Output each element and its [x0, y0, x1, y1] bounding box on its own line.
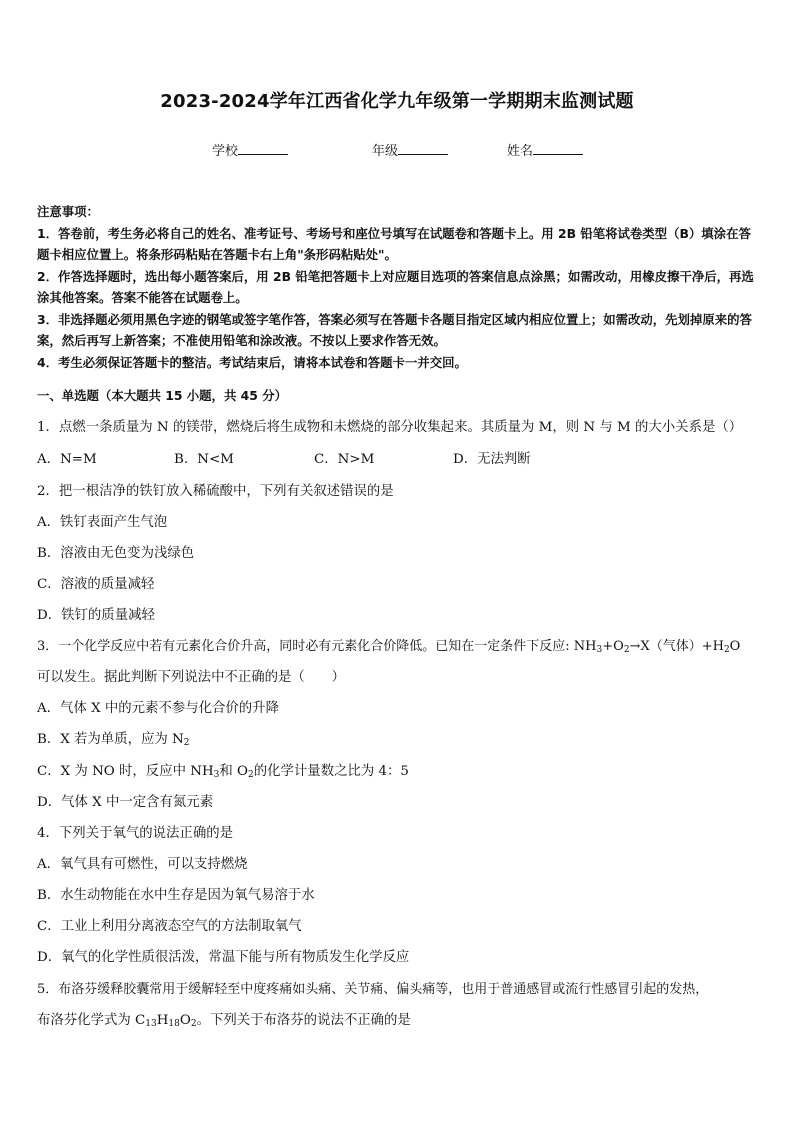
page-title: 2023-2024学年江西省化学九年级第一学期期末监测试题 [160, 91, 634, 112]
q5-sub-c: 13 [145, 1019, 157, 1029]
school-blank [238, 142, 288, 155]
name-field [507, 140, 583, 159]
notes-heading: 注意事项： [37, 204, 99, 219]
q4-option-b: B．水生动物能在水中生存是因为氧气易溶于水 [37, 888, 315, 903]
grade-blank [398, 142, 448, 155]
q1-option-d: D．无法判断 [453, 452, 531, 467]
q3-option-d: D．气体 X 中一定含有氮元素 [37, 795, 214, 810]
q1-option-b: B．N<M [174, 452, 234, 467]
school-field [212, 140, 288, 159]
question-5-stem-line2 [37, 1009, 411, 1029]
q3-option-b [37, 728, 189, 748]
q1-option-a: A．N=M [37, 452, 97, 467]
q2-option-a: A．铁钉表面产生气泡 [37, 515, 168, 530]
question-5-stem: 5．布洛芬缓释胶囊常用于缓解轻至中度疼痛如头痛、关节痛、偏头痛等，也用于普通感冒或流行性感冒引起的发热， [37, 982, 709, 997]
q5-line2-pre: 布洛芬化学式为 C [37, 1013, 146, 1028]
note-item: 4．考生必须保证答题卡的整洁。考试结束后，请将本试卷和答题卡一并交回。 [37, 354, 467, 370]
q3-option-a: A．气体 X 中的元素不参与化合价的升降 [37, 701, 279, 716]
q5-line2-post: 。下列关于布洛芬的说法不正确的是 [196, 1013, 411, 1028]
q3-option-c-post: 的化学计量数之比为 4：5 [253, 764, 409, 779]
q3-formula-o: O [729, 639, 741, 654]
q3-sub-2: 2 [623, 645, 630, 655]
q5-sub-o: 2 [190, 1019, 197, 1029]
q4-option-c: C．工业上利用分离液态空气的方法制取氧气 [37, 919, 302, 934]
q3-option-c-sub2: 2 [248, 770, 254, 780]
q2-option-b: B．溶液由无色变为浅绿色 [37, 546, 195, 561]
q3-sub-2b: 2 [723, 645, 730, 655]
question-3-stem [37, 635, 740, 655]
q3-stem-text: 3．一个化学反应中若有元素化合价升高，同时必有元素化合价降低。已知在一定条件下反应: [37, 639, 574, 654]
q4-option-a: A．氧气具有可燃性，可以支持燃烧 [37, 857, 248, 872]
question-2-stem: 2．把一根洁净的铁钉放入稀硫酸中，下列有关叙述错误的是 [37, 484, 394, 499]
q3-formula-plus-o: +O [602, 639, 624, 654]
grade-field [372, 140, 448, 159]
notes-block [37, 201, 759, 373]
q2-option-d: D．铁钉的质量减轻 [37, 608, 155, 623]
q3-option-b-sub: 2 [183, 738, 190, 748]
question-4-stem: 4．下列关于氧气的说法正确的是 [37, 826, 233, 841]
school-label: 学校 [212, 144, 239, 159]
q5-h: H [156, 1013, 169, 1028]
note-item: 3．非选择题必须用黑色字迹的钢笔或签字笔作答，答案必须写在答题卡各题目指定区域内相应位置上；如需改动，先划掉原来的答案，然后再写上新答案；不准使用铅笔和涂改液。不按以上要求作答无效。 [37, 311, 752, 348]
q5-sub-h: 18 [168, 1019, 180, 1029]
section-heading: 一、单选题（本大题共 15 小题，共 45 分） [37, 388, 287, 403]
q3-option-c-text: C．X 为 NO 时，反应中 NH [37, 764, 214, 779]
q5-o: O [179, 1013, 191, 1028]
q3-sub-3: 3 [596, 645, 603, 655]
note-item: 1．答卷前，考生务必将自己的姓名、准考证号、考场号和座位号填写在试题卷和答题卡上。用 2B 铅笔将试卷类型（B）填涂在答题卡相应位置上。将条形码粘贴在答题卡右上角"条形码粘贴处"。 [37, 225, 751, 262]
q3-option-b-text: B．X 若为单质，应为 N [37, 732, 184, 747]
q1-option-c: C．N>M [314, 452, 375, 467]
name-blank [533, 142, 583, 155]
q3-option-c-sub3: 3 [213, 770, 220, 780]
q3-option-c-mid: 和 O [219, 764, 249, 779]
question-3-stem-line2: 可以发生。据此判断下列说法中不正确的是（ ） [37, 670, 345, 685]
q3-option-c [37, 760, 409, 780]
q3-formula-arrow-x: →X（气体）+H [629, 639, 724, 654]
q3-formula-nh: NH [573, 639, 597, 654]
note-item: 2．作答选择题时，选出每小题答案后，用 2B 铅笔把答题卡上对应题目选项的答案信息点涂黑；如需改动，用橡皮擦干净后，再选涂其他答案。答案不能答在试题卷上。 [37, 268, 754, 305]
q2-option-c: C．溶液的质量减轻 [37, 577, 155, 592]
grade-label: 年级 [372, 144, 399, 159]
q4-option-d: D．氧气的化学性质很活泼，常温下能与所有物质发生化学反应 [37, 950, 410, 965]
name-label: 姓名 [507, 144, 534, 159]
question-1-stem: 1．点燃一条质量为 N 的镁带，燃烧后将生成物和未燃烧的部分收集起来。其质量为 M，则 N 与 M 的大小关系是（） [37, 420, 743, 435]
